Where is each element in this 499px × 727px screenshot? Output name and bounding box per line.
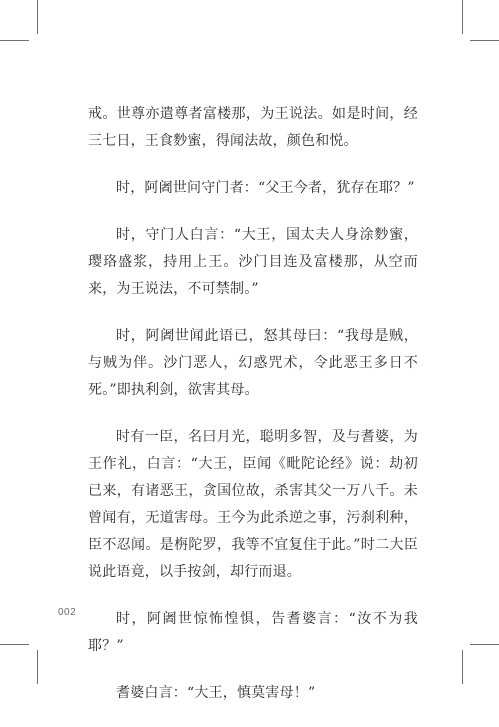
crop-mark-bottom-left xyxy=(37,650,38,684)
paragraph-2: 时，阿阇世问守门者：“父王今者，犹存在耶？” xyxy=(116,180,415,196)
crop-mark-bottom-right-h xyxy=(470,644,499,645)
page-number: 002 xyxy=(58,607,77,618)
crop-mark-top-right-h xyxy=(470,40,499,41)
paragraph-1: 戒。世尊亦遣尊者富楼那，为王说法。如是时间，经三七日，王食麨蜜，得闻法故，颜色和悦。 xyxy=(88,106,418,149)
crop-mark-top-left xyxy=(37,0,38,34)
crop-mark-top-right xyxy=(462,0,463,34)
paragraph-7: 耆婆白言：“大王，慎莫害母！” xyxy=(116,685,316,701)
paragraph-4: 时，阿阇世闻此语已，怒其母曰：“我母是贼，与贼为伴。沙门恶人，幻惑咒术，令此恶王多日不死。”即执利剑，欲害其母。 xyxy=(88,328,418,398)
crop-mark-bottom-right xyxy=(462,650,463,684)
crop-mark-bottom-left-h xyxy=(0,644,29,645)
crop-mark-top-left-h xyxy=(0,40,29,41)
body-text xyxy=(88,101,418,727)
paragraph-3: 时，守门人白言：“大王，国太夫人身涂麨蜜，璎珞盛浆，持用上王。沙门目连及富楼那，从空而来，为王说法，不可禁制。” xyxy=(88,227,418,297)
paragraph-6: 时，阿阇世惊怖惶惧，告耆婆言：“汝不为我耶？” xyxy=(88,611,418,654)
paragraph-5: 时有一臣，名曰月光，聪明多智，及与耆婆，为王作礼，白言：“大王，臣闻《毗陀论经》说：劫初已来，有诸恶王，贪国位故，杀害其父一万八千。未曾闻有，无道害母。王今为此杀逆之事，污刹利种，臣不忍闻。是栴陀罗，我等不宜复住于此。”时二大臣说此语竟，以手按剑，却行而退。 xyxy=(88,429,418,580)
